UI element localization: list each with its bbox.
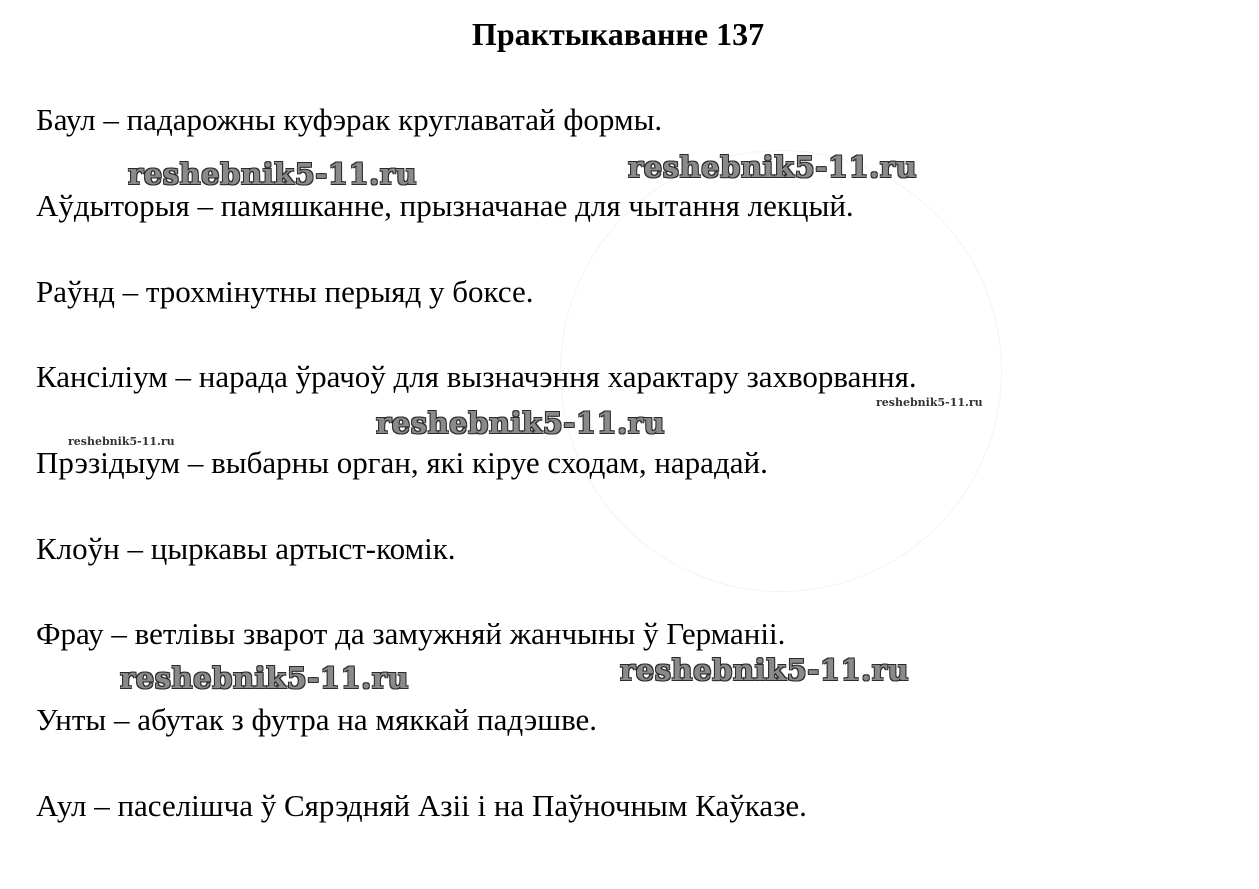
entry-audytoryja: Аўдыторыя – памяшканне, прызначанае для чытання лекцый. <box>36 188 854 223</box>
entry-kansilium: Кансіліум – нарада ўрачоў для вызначэння характару захворвання. <box>36 359 917 394</box>
page-title: Практыкаванне 137 <box>471 16 765 52</box>
watermark-small: reshebnik5-11.ru <box>876 396 983 409</box>
watermark: reshebnik5-11.ru <box>628 150 918 184</box>
watermark-small: reshebnik5-11.ru <box>68 435 175 448</box>
watermark: reshebnik5-11.ru <box>620 653 910 687</box>
entry-baul: Баул – падарожны куфэрак круглаватай формы. <box>36 102 663 137</box>
watermark: reshebnik5-11.ru <box>128 157 418 191</box>
watermark: reshebnik5-11.ru <box>376 406 666 440</box>
entry-unty: Унты – абутак з футра на мяккай падэшве. <box>36 702 598 737</box>
entry-aul: Аул – паселішча ў Сярэдняй Азіі і на Паўночным Каўказе. <box>36 788 807 823</box>
watermark: reshebnik5-11.ru <box>120 661 410 695</box>
entry-frau: Фрау – ветлівы зварот да замужняй жанчыны ў Германіі. <box>36 616 786 651</box>
entry-raund: Раўнд – трохмінутны перыяд у боксе. <box>36 274 534 309</box>
entry-kloun: Клоўн – цыркавы артыст-комік. <box>36 531 456 566</box>
entry-prezidyum: Прэзідыум – выбарны орган, які кіруе сходам, нарадай. <box>36 445 768 480</box>
